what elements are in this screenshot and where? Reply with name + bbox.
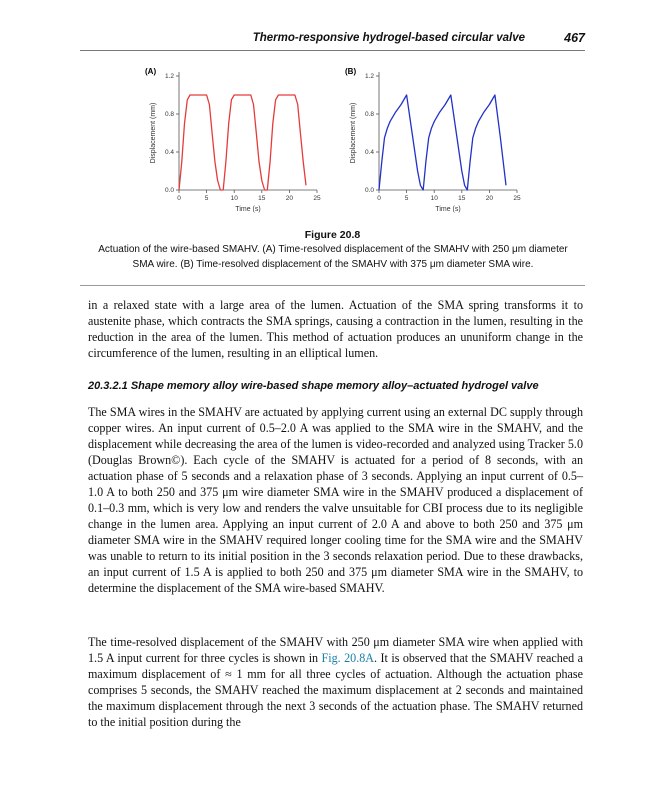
x-tick-label: 15 <box>258 195 266 202</box>
y-tick-label: 1.2 <box>364 73 374 80</box>
paragraph-2: The SMA wires in the SMAHV are actuated by applying current using an external DC supply through copper wires. An input current of 0.5–2.0 A was applied to the SMA wire in the SMAHV, and the displacement while decreasing the area of the lumen is video-recorded and analyzed using Tracker 5.0 (Douglas Brown©). Each cycle of the SMAHV is actuated for a period of 8 seconds, with an actuation phase of 5 seconds and a relaxation phase of 3 seconds. Applying an input current of 0.5–1.0 A to both 250 and 375 μm wire diameter SMA wire in the SMAHV produced a displacement of 0.1–0.3 mm, which is very low and renders the valve unsuitable for CBI process due to its negligible change in the lumen area. Applying an input current of 2.0 A and above to both 250 and 375 μm diameter SMA wire in the SMAHV required longer cooling time for the SMA wire and the SMAHV was unable to return to its initial position in the 3 seconds relaxation period. Due to these drawbacks, an input current of 1.5 A is applied to both 250 and 375 μm diameter SMA wire in the SMAHV, to determine the displacement of the SMA wire-based SMAHV. <box>88 405 583 595</box>
paragraph-3-text-a: The time-resolved displacement of the SMAHV with 250 μm diameter SMA wire when applied with 1.5 A input current for three cycles is shown in <box>88 635 583 665</box>
panel-label: (B) <box>345 67 357 76</box>
running-title: Thermo-responsive hydrogel-based circular valve <box>252 32 525 44</box>
y-tick-label: 1.2 <box>164 73 174 80</box>
page-number: 467 <box>564 31 585 45</box>
x-tick-label: 0 <box>377 195 381 202</box>
chart-b <box>335 62 535 222</box>
paragraph-3-text-b: . It is observed that the SMAHV reached a maximum displacement of ≈ 1 mm for all three cycles of actuation. Although the actuation phase comprises 5 seconds, the SMAHV reached the maximum displacement at 2 seconds and maintained the maximum displacement through the next 3 seconds of the actuation phase. The SMAHV returned to the initial position during the <box>88 651 584 729</box>
y-axis-label: Displacement (mm) <box>150 102 157 164</box>
x-tick-label: 25 <box>313 195 321 202</box>
x-tick-label: 10 <box>430 195 438 202</box>
y-axis-label: Displacement (mm) <box>350 102 357 164</box>
x-tick-label: 10 <box>230 195 238 202</box>
figure-reference-link[interactable]: Fig. 20.8A <box>321 651 375 665</box>
y-tick-label: 0.4 <box>164 149 174 156</box>
x-axis-label: Time (s) <box>435 206 461 213</box>
y-tick-label: 0.8 <box>364 111 374 118</box>
running-header <box>80 30 585 51</box>
paragraph-1: in a relaxed state with a large area of the lumen. Actuation of the SMA spring transforms it to austenite phase, which contracts the SMA springs, causing a contraction in the lumen, resulting in the reduction in the area of the lumen. This method of actuation produces an ununiform change in the circumference of the lumen, resulting in an elliptical lumen. <box>88 298 583 360</box>
x-tick-label: 20 <box>485 195 494 202</box>
y-tick-label: 0.8 <box>164 111 174 118</box>
x-axis-label: Time (s) <box>235 206 261 213</box>
x-tick-label: 15 <box>458 195 466 202</box>
figure-panel-a <box>135 62 335 222</box>
figure-panel-b <box>335 62 535 222</box>
x-tick-label: 25 <box>513 195 521 202</box>
y-tick-label: 0.0 <box>364 187 374 194</box>
section-heading: 20.3.2.1 Shape memory alloy wire-based shape memory alloy–actuated hydrogel valve <box>88 380 539 392</box>
chart-a <box>135 62 335 222</box>
x-tick-label: 0 <box>177 195 181 202</box>
y-tick-label: 0.0 <box>164 187 174 194</box>
panel-label: (A) <box>145 67 157 76</box>
series-line <box>379 95 506 190</box>
paragraph-3 <box>88 634 583 730</box>
series-line <box>179 95 306 190</box>
x-tick-label: 5 <box>404 195 409 202</box>
caption-divider <box>80 285 585 286</box>
x-tick-label: 20 <box>285 195 294 202</box>
y-tick-label: 0.4 <box>364 149 374 156</box>
figure-title: Figure 20.8 <box>304 229 361 241</box>
figure-caption: Actuation of the wire-based SMAHV. (A) Time-resolved displacement of the SMAHV with 250 μm diameter SMA wire. (B) Time-resolved displacement of the SMAHV with 375 μm diameter SMA wire. <box>98 244 568 270</box>
x-tick-label: 5 <box>204 195 209 202</box>
